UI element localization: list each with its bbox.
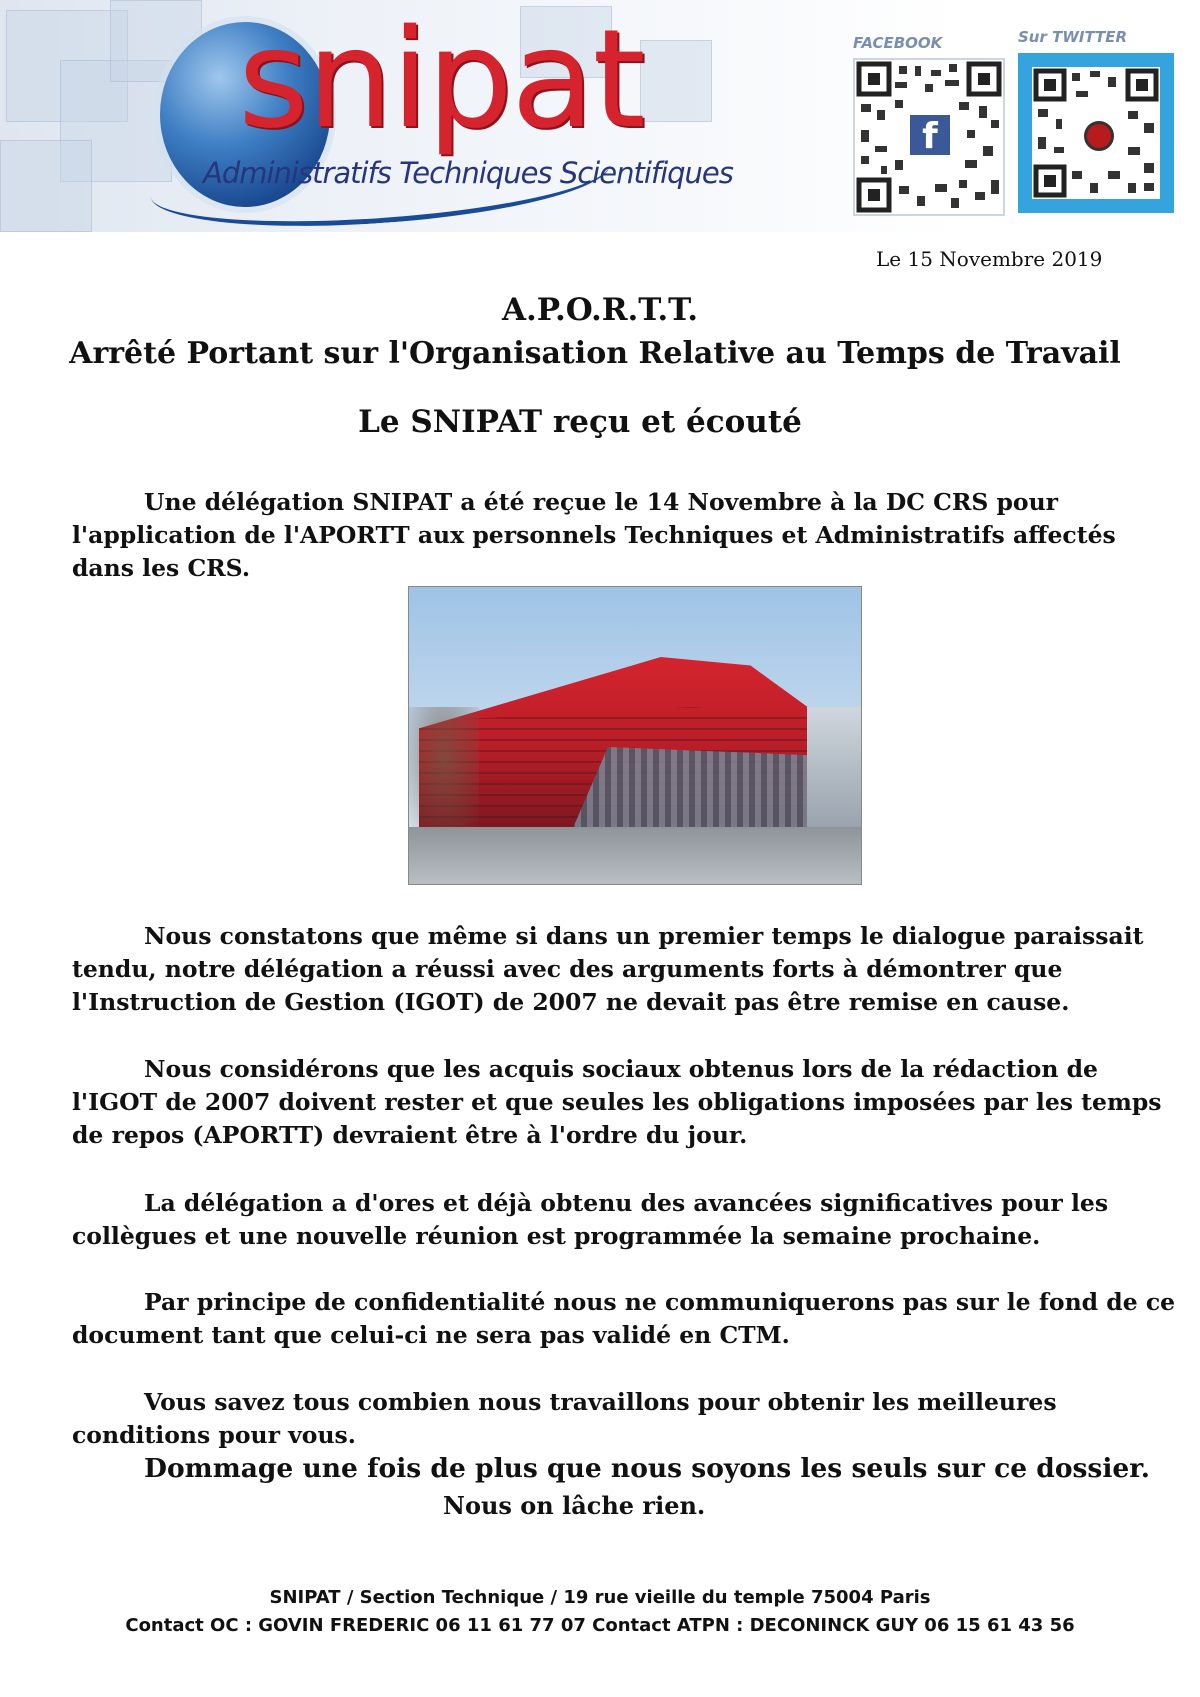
closing-line: Dommage une fois de plus que nous soyons les seuls sur ce dossier. xyxy=(144,1453,1151,1484)
document-title-acronym: A.P.O.R.T.T. xyxy=(501,292,699,328)
facebook-qr-code[interactable] xyxy=(853,58,1005,216)
slogan: Nous on lâche rien. xyxy=(443,1491,706,1520)
document-date: Le 15 Novembre 2019 xyxy=(876,247,1103,271)
building-side xyxy=(807,707,861,827)
tree xyxy=(409,707,479,837)
document-title: Arrêté Portant sur l'Organisation Relative au Temps de Travail xyxy=(69,336,1121,371)
footer-contacts: Contact OC : GOVIN FREDERIC 06 11 61 77 07 Contact ATPN : DECONINCK GUY 06 15 61 43 56 xyxy=(125,1615,1075,1636)
footer xyxy=(0,1584,1200,1640)
decor-square xyxy=(640,40,712,122)
footer-address: SNIPAT / Section Technique / 19 rue vieille du temple 75004 Paris xyxy=(269,1587,931,1608)
decor-square xyxy=(0,140,92,232)
twitter-qr-code[interactable] xyxy=(1018,53,1174,213)
title-block xyxy=(0,290,1200,375)
header-banner xyxy=(0,0,1200,232)
twitter-avatar-icon xyxy=(1084,121,1114,151)
intro-paragraph: Une délégation SNIPAT a été reçue le 14 Novembre à la DC CRS pour l'application de l'APORTT aux personnels Techniques et Administratifs affectés dans les CRS. xyxy=(72,488,1116,582)
logo-wordmark: snipat xyxy=(238,1,644,159)
logo-tagline: Administratifs Techniques Scientifiques xyxy=(203,156,733,190)
building-photo xyxy=(408,586,862,885)
body-paragraph: Nous considérons que les acquis sociaux obtenus lors de la rédaction de l'IGOT de 2007 doivent rester et que seules les obligations imposées par les temps de repos (APORTT) devraient être à l'ordre du jour. xyxy=(72,1055,1162,1149)
facebook-label: FACEBOOK xyxy=(853,34,943,52)
body-paragraph: Nous constatons que même si dans un premier temps le dialogue paraissait tendu, notre délégation a réussi avec des arguments forts à démontrer que l'Instruction de Gestion (IGOT) de 2007 ne devait pas être remise en cause. xyxy=(72,922,1144,1016)
twitter-label: Sur TWITTER xyxy=(1018,28,1128,46)
document-subtitle: Le SNIPAT reçu et écouté xyxy=(358,404,802,440)
body-paragraph: La délégation a d'ores et déjà obtenu des avancées significatives pour les collègues et une nouvelle réunion est programmée la semaine prochaine. xyxy=(72,1189,1109,1250)
qr-panel xyxy=(1032,67,1160,199)
body-paragraph: Par principe de confidentialité nous ne communiquerons pas sur le fond de ce document tant que celui-ci ne sera pas validé en CTM. xyxy=(72,1288,1176,1349)
street xyxy=(409,827,861,884)
facebook-icon: f xyxy=(910,115,950,155)
body-paragraph: Vous savez tous combien nous travaillons pour obtenir les meilleures conditions pour vous. xyxy=(72,1388,1057,1449)
building-glass-entrance xyxy=(569,747,829,837)
